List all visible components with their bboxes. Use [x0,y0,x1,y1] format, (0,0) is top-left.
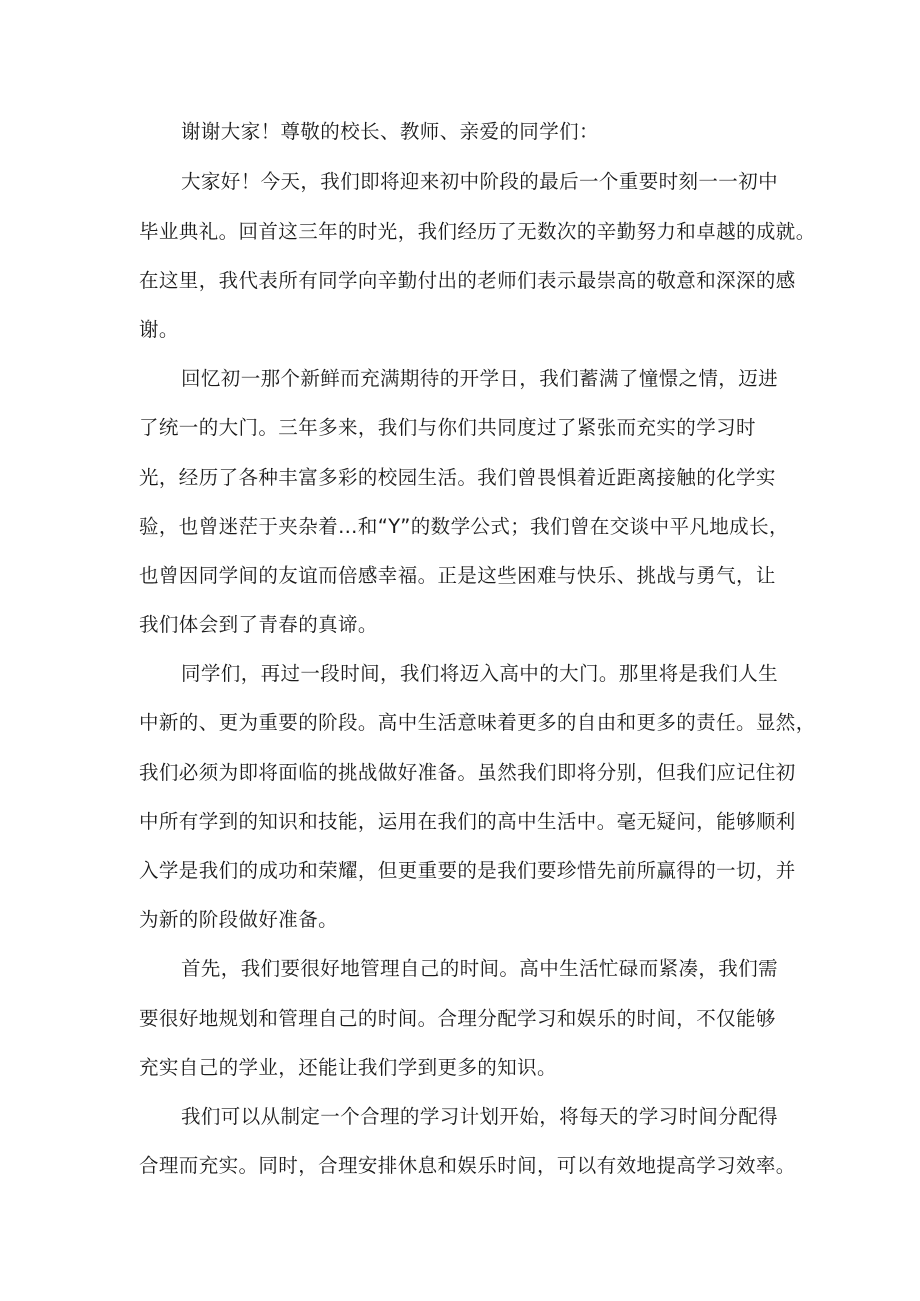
text-line: 回忆初一那个新鲜而充满期待的开学日，我们蓄满了憧憬之情，迈进 [181,367,779,390]
text-line: 了统一的大门。三年多来，我们与你们共同度过了紧张而充实的学习时 [139,416,756,439]
text-line: 充实自己的学业，还能让我们学到更多的知识。 [139,1056,557,1079]
text-line: 也曾因同学间的友谊而倍感幸福。正是这些困难与快乐、挑战与勇气，让 [139,564,776,587]
text-line: 要很好地规划和管理自己的时间。合理分配学习和娱乐的时间，不仅能够 [139,1007,776,1030]
text-line: 大家好！今天，我们即将迎来初中阶段的最后一个重要时刻一一初中 [181,170,779,193]
text-line: 光，经历了各种丰富多彩的校园生活。我们曾畏惧着近距离接触的化学实 [139,466,776,489]
text-line: 首先，我们要很好地管理自己的时间。高中生活忙碌而紧凑，我们需 [181,957,779,980]
text-line: 入学是我们的成功和荣耀，但更重要的是我们要珍惜先前所赢得的一切，并 [139,859,796,882]
text-line: 谢谢大家！尊敬的校长、教师、亲爱的同学们： [181,120,599,143]
text-line: 我们必须为即将面临的挑战做好准备。虽然我们即将分别，但我们应记住初 [139,761,796,784]
text-line: 我们体会到了青春的真谛。 [139,613,378,636]
text-line: 毕业典礼。回首这三年的时光，我们经历了无数次的辛勤努力和卓越的成就。 [139,220,816,243]
text-line: 我们可以从制定一个合理的学习计划开始，将每天的学习时间分配得 [181,1105,779,1128]
text-line: 验，也曾迷茫于夹杂着…和“Y”的数学公式；我们曾在交谈中平凡地成长， [139,515,789,538]
text-line: 同学们，再过一段时间，我们将迈入高中的大门。那里将是我们人生 [181,662,779,685]
text-line: 谢。 [139,318,179,341]
text-line: 中所有学到的知识和技能，运用在我们的高中生活中。毫无疑问，能够顺利 [139,810,796,833]
text-line: 中新的、更为重要的阶段。高中生活意味着更多的自由和更多的责任。显然， [139,711,816,734]
text-line: 合理而充实。同时，合理安排休息和娱乐时间，可以有效地提高学习效率。 [139,1154,796,1177]
text-line: 在这里，我代表所有同学向辛勤付出的老师们表示最崇高的敬意和深深的感 [139,269,796,292]
text-line: 为新的阶段做好准备。 [139,908,339,931]
